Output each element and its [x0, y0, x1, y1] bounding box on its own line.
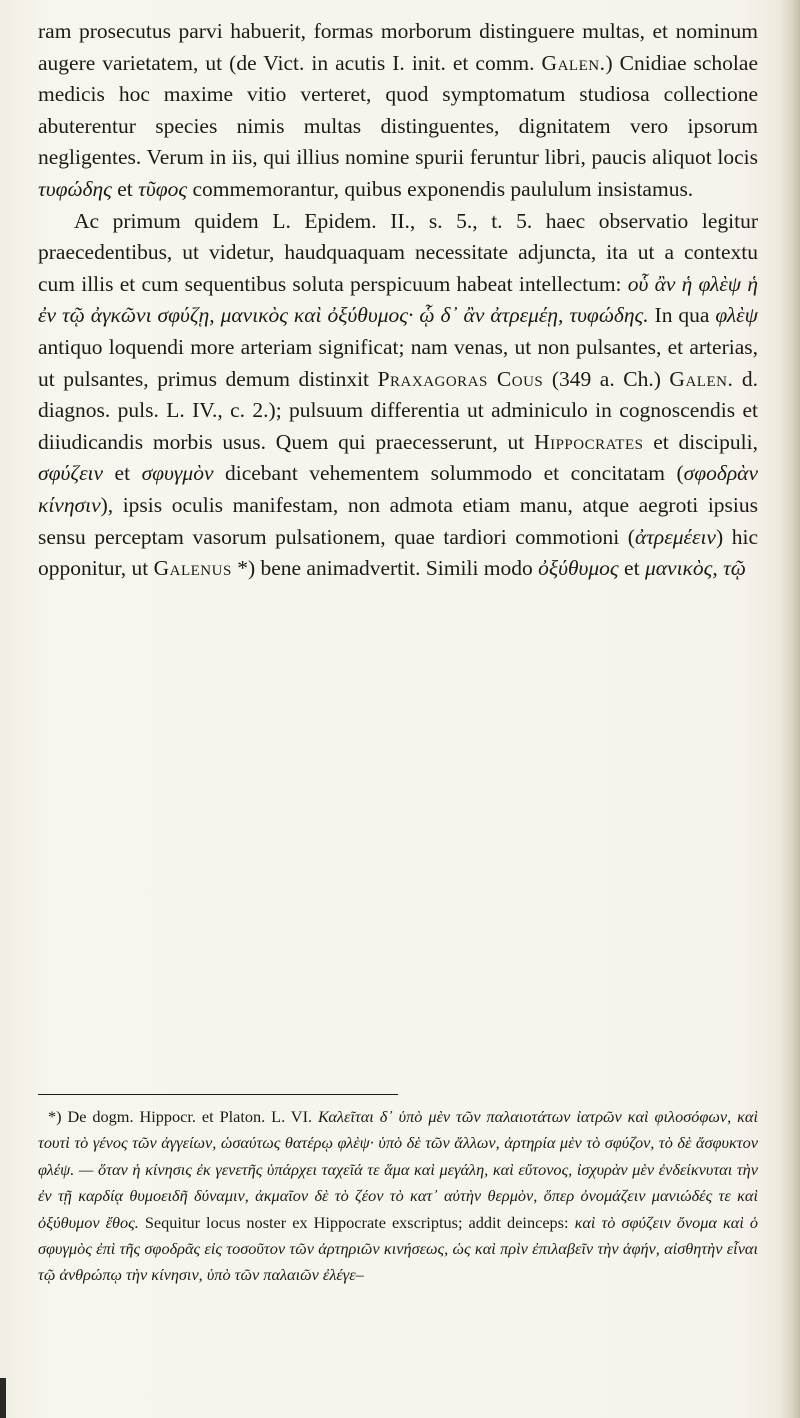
text-run: antiquo loquendi more arteriam significat; nam venas, ut non pulsantes, et arterias, ut pulsantes, primus demum distinxit — [38, 334, 758, 391]
scan-margin-mark — [0, 1378, 6, 1418]
page-edge-shadow — [778, 0, 800, 1418]
footnote-paragraph — [38, 1104, 758, 1289]
greek-term: τῦφος — [138, 176, 188, 201]
footnote-marker: *) — [48, 1107, 62, 1126]
author-name: Praxagoras Cous — [377, 366, 544, 391]
text-run: ), ipsis oculis manifestam, non admota etiam manu, atque aegroti ipsius sensu perceptam vasorum pulsationem, quae tardiori commotioni ( — [38, 492, 758, 549]
text-run: et — [618, 556, 645, 581]
text-run: et — [103, 461, 142, 486]
author-name: Galenus — [153, 556, 232, 581]
footnote-rule — [38, 1094, 398, 1095]
greek-term: μανικὸς — [644, 556, 713, 581]
text-run: (349 a. Ch.) — [543, 366, 670, 391]
text-run: In qua — [648, 303, 716, 328]
text-run: d. diagnos. puls. L. IV., c. 2.); pulsuum differentia ut adminiculo in cognoscendis et diiudicandis morbis usus. Quem qui praecesserunt, ut — [38, 366, 759, 454]
greek-quotation: οὗ ἂν ἡ φλὲψ ἡ ἐν τῷ ἀγκῶνι σφύζῃ, μανικὸς καὶ ὀξύθυμος· ᾧ δ᾽ ἂν ἀτρεμέῃ, τυφώδης. — [38, 271, 758, 328]
text-run: , τῷ — [712, 556, 746, 581]
greek-term: τυφώδης — [38, 176, 112, 201]
greek-term: φλὲψ — [715, 303, 759, 328]
text-run: *) bene animadvertit. Simili modo — [231, 556, 539, 581]
author-name: Galen. — [669, 366, 734, 391]
text-run: Sequitur locus noster ex Hippocrate exscriptus; addit deinceps: — [138, 1212, 575, 1232]
text-run: ) hic opponitur, ut — [38, 524, 758, 581]
greek-term: σφοδρὰν κίνησιν — [38, 461, 758, 517]
text-run: et discipuli, — [643, 429, 758, 454]
greek-term: σφυγμὸν — [141, 461, 214, 486]
text-run: et — [111, 176, 139, 201]
text-run: De dogm. Hippocr. et Platon. L. VI. — [61, 1107, 318, 1126]
paragraph-continued — [38, 16, 758, 206]
greek-quotation: Καλεῖται δ᾽ ὑπὸ μὲν τῶν παλαιοτάτων ἰατρῶν καὶ φιλοσόφων, καὶ τουτὶ τὸ γένος τῶν ἀγγείων, ὡσαύτως θατέρῳ φλὲψ· ὑπὸ δὲ τῶν ἄλλων, ἀρτηρία μὲν τὸ σφύζον, τὸ δὲ ἄσφυκτον φλέψ. — ὅταν ἡ κίνησις ἐκ γενετῆς ὑπάρχει ταχεῖά τε ἅμα καὶ μεγάλη, καὶ εὔτονος, ἰσχυρὰν μὲν ἐνδείκνυται τὴν ἐν τῇ καρδίᾳ θυμοειδῆ δύναμιν, ἀκμαῖον δὲ τὸ ζέον τὸ κατ᾽ αὐτὴν θερμὸν, ὅπερ ὀνομάζειν μανιώδές τε καὶ ὀξύθυμον ἔθος. — [38, 1107, 758, 1232]
main-text — [38, 16, 758, 585]
text-run: commemorantur, quibus exponendis paululum insistamus. — [187, 176, 694, 201]
text-run: ram prosecutus parvi habuerit, formas morborum distinguere multas, et nominum augere varietatem, ut (de Vict. in acutis I. init. et comm. — [38, 19, 758, 75]
greek-quotation: καὶ τὸ σφύζειν ὄνομα καὶ ὁ σφυγμὸς ἐπὶ τῆς σφοδρᾶς εἰς τοσοῦτον τῶν ἀρτηριῶν κινήσεως, ὡς καὶ πρὶν ἐπιλαβεῖν τὴν ἁφήν, αἰσθητὴν εἶναι τῷ ἀνθρώπῳ τὴν κίνησιν, ὑπὸ τῶν παλαιῶν ἐλέγε– — [38, 1212, 758, 1285]
greek-term: ὀξύθυμος — [538, 556, 619, 581]
text-run: Ac primum quidem L. Epidem. II., s. 5., t. 5. haec observatio legitur praecedentibus, ut videtur, haudquaquam necessitate adjuncta, ita ut a contextu cum illis et cum sequentibus soluta perspicuum habeat intellectum: — [38, 208, 758, 296]
text-run: dicebant vehementem solummodo et concitatam ( — [213, 461, 684, 486]
greek-term: σφύζειν — [38, 461, 104, 486]
author-name: Hippocrates — [534, 429, 644, 454]
text-run: ) Cnidiae scholae medicis hoc maxime vitio verteret, quod symptomatum studiosa collectione abuterentur species nimis multas distinguentes, dignitatem vero ipsorum negligentes. Verum in iis, qui illius nomine spurii feruntur libri, paucis aliquot locis — [38, 50, 758, 170]
author-name: Galen. — [541, 50, 606, 75]
greek-term: ἀτρεμέειν — [634, 524, 716, 549]
paragraph-epidemics — [38, 206, 758, 585]
footnote — [38, 1104, 758, 1289]
